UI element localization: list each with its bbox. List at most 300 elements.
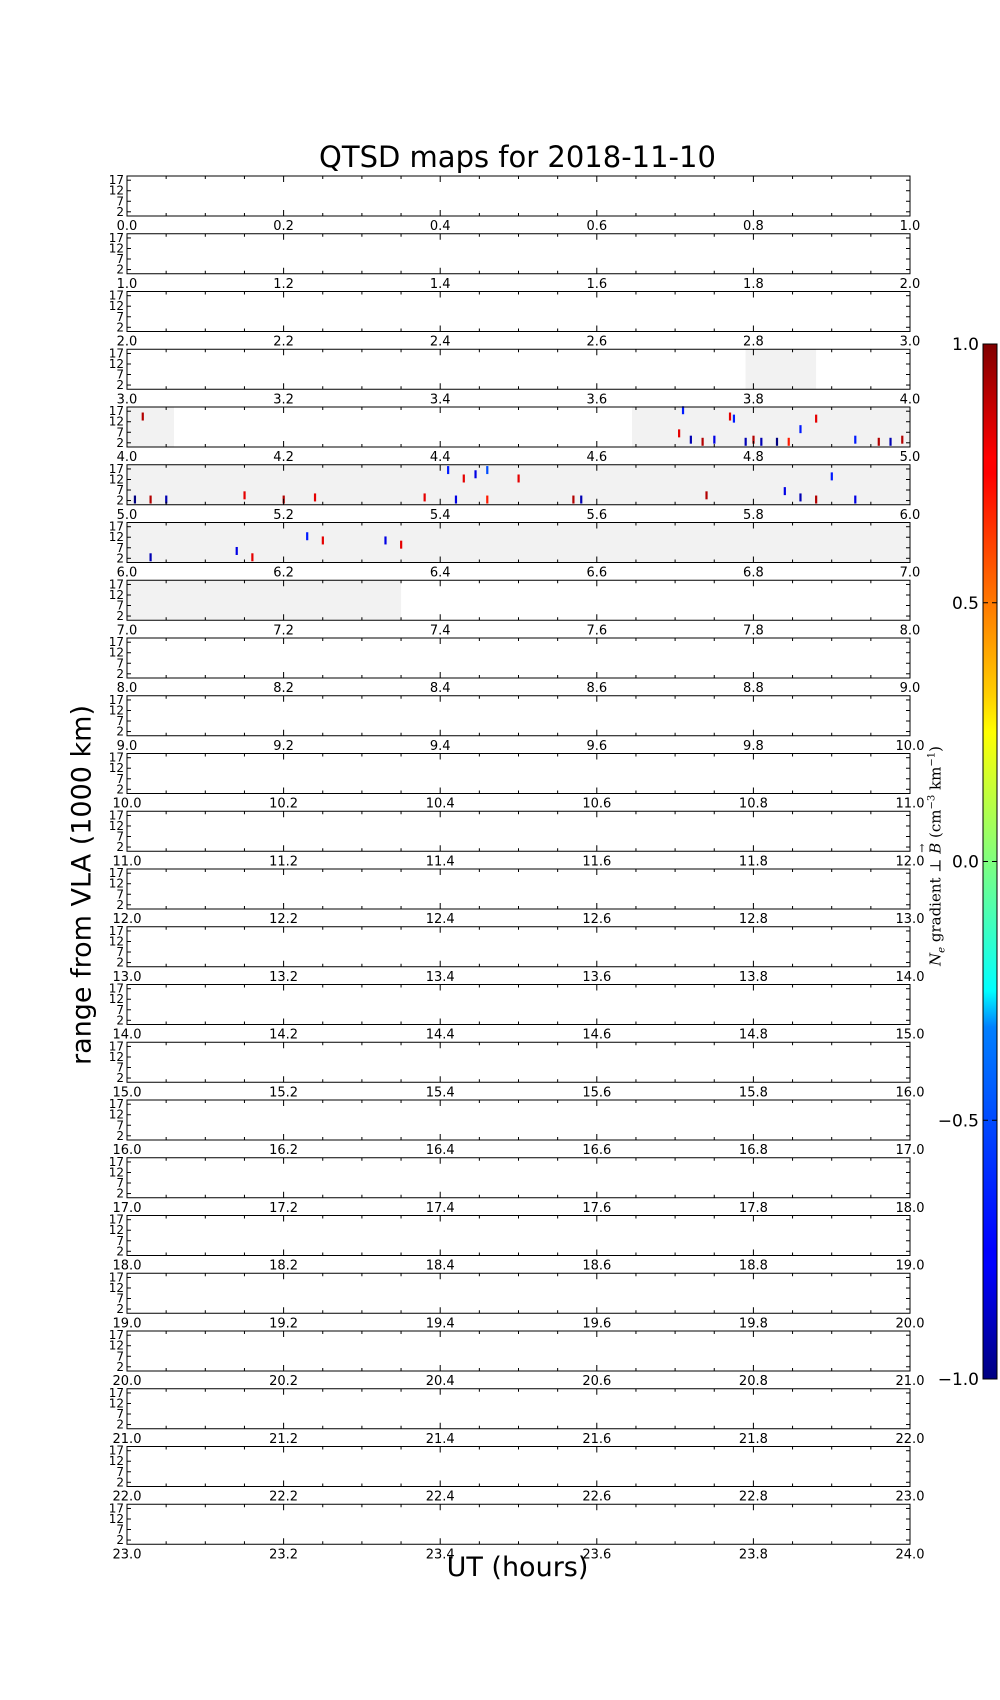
y-tick-label: 12	[108, 1049, 124, 1064]
x-tick-label: 13.6	[582, 969, 612, 985]
qtsd-feature	[729, 413, 731, 421]
x-tick-label: 18.8	[738, 1258, 768, 1274]
x-tick-label: 13.4	[425, 969, 455, 985]
y-tick-label: 12	[108, 1107, 124, 1122]
panel-hour-2	[109, 289, 921, 350]
panel-hour-15	[109, 1039, 925, 1100]
y-tick-label: 12	[108, 587, 124, 602]
panel-hour-6	[109, 520, 921, 581]
qtsd-feature	[447, 466, 449, 474]
panel-frame	[127, 696, 910, 736]
y-tick-label: 7	[116, 309, 124, 324]
x-tick-label: 3.6	[586, 392, 608, 408]
panel-hour-18	[109, 1213, 925, 1274]
x-tick-label: 2.6	[586, 334, 608, 350]
panel-frame	[127, 927, 910, 967]
panel-hour-21	[109, 1386, 925, 1447]
x-tick-label: 18.6	[582, 1258, 612, 1274]
y-tick-label: 2	[116, 1359, 124, 1374]
panel-frame	[127, 1158, 910, 1198]
qtsd-feature	[799, 493, 801, 501]
panel-frame	[127, 1042, 910, 1082]
y-tick-label: 2	[116, 1071, 124, 1086]
x-tick-label: 7.6	[586, 623, 608, 639]
y-tick-label: 17	[108, 288, 124, 303]
x-tick-label: 4.8	[743, 450, 764, 465]
qtsd-feature	[149, 553, 151, 561]
qtsd-feature	[678, 429, 680, 437]
x-tick-label: 10.8	[738, 796, 768, 812]
y-tick-label: 12	[108, 1454, 124, 1469]
x-tick-label: 13.0	[895, 912, 925, 927]
x-tick-label: 5.0	[116, 507, 138, 523]
y-tick-label: 7	[116, 1176, 124, 1191]
y-tick-label: 17	[108, 1154, 124, 1169]
y-tick-label: 2	[116, 1186, 124, 1201]
x-tick-label: 11.0	[895, 796, 925, 812]
qtsd-feature	[713, 436, 715, 444]
qtsd-feature	[572, 496, 574, 504]
panel-frame	[127, 1447, 910, 1487]
y-tick-label: 17	[108, 923, 124, 938]
qtsd-feature	[251, 553, 253, 561]
colorbar-tick-label: −0.5	[937, 1111, 979, 1132]
panel-frame	[127, 869, 910, 909]
y-axis-label: range from VLA (1000 km)	[66, 705, 98, 1065]
x-tick-label: 12.2	[269, 912, 299, 927]
y-tick-label: 17	[108, 1097, 124, 1112]
panel-hour-1	[109, 231, 921, 292]
x-tick-label: 2.8	[743, 334, 764, 350]
x-tick-label: 21.8	[738, 1431, 768, 1447]
panel-frame	[127, 1100, 910, 1140]
y-tick-label: 17	[108, 519, 124, 534]
y-tick-label: 2	[116, 551, 124, 566]
x-tick-label: 10.4	[425, 796, 455, 812]
y-tick-label: 12	[108, 1396, 124, 1411]
x-tick-label: 6.6	[586, 565, 608, 581]
x-tick-label: 6.8	[743, 565, 764, 581]
y-tick-label: 12	[108, 1338, 124, 1353]
qtsd-feature	[424, 493, 426, 501]
x-tick-label: 11.6	[582, 854, 612, 870]
x-tick-label: 22.2	[269, 1489, 299, 1505]
x-tick-label: 2.0	[899, 276, 921, 292]
y-tick-label: 7	[116, 194, 124, 209]
x-tick-label: 8.2	[273, 681, 294, 696]
qtsd-feature	[384, 536, 386, 544]
y-tick-label: 2	[116, 1013, 124, 1028]
y-tick-label: 7	[116, 483, 124, 498]
y-tick-label: 12	[108, 530, 124, 545]
x-tick-label: 10.0	[112, 796, 142, 812]
x-tick-label: 14.0	[895, 969, 925, 985]
panel-frame	[127, 1273, 910, 1313]
qtsd-feature	[486, 496, 488, 504]
x-tick-label: 23.0	[895, 1489, 925, 1505]
y-tick-label: 17	[108, 808, 124, 823]
qtsd-feature	[306, 532, 308, 540]
y-tick-label: 12	[108, 1511, 124, 1526]
y-tick-label: 12	[108, 299, 124, 314]
x-tick-label: 5.8	[743, 507, 764, 523]
coverage-region	[127, 523, 910, 563]
x-tick-label: 0.8	[743, 219, 764, 234]
y-tick-label: 2	[116, 782, 124, 797]
y-tick-label: 12	[108, 761, 124, 776]
qtsd-feature	[690, 436, 692, 444]
x-tick-label: 3.2	[273, 392, 294, 408]
panel-frame	[127, 811, 910, 851]
y-tick-label: 2	[116, 1302, 124, 1317]
y-tick-label: 7	[116, 1002, 124, 1017]
x-tick-label: 8.0	[899, 623, 921, 639]
y-tick-label: 7	[116, 1291, 124, 1306]
y-tick-label: 2	[116, 1244, 124, 1259]
x-tick-label: 0.4	[429, 219, 451, 234]
y-tick-label: 7	[116, 1233, 124, 1248]
coverage-region	[746, 349, 816, 389]
x-tick-label: 6.0	[116, 565, 138, 581]
x-tick-label: 8.6	[586, 681, 608, 696]
x-tick-label: 1.4	[429, 276, 451, 292]
panel-hour-10	[109, 751, 925, 812]
y-tick-label: 7	[116, 887, 124, 902]
y-tick-label: 2	[116, 724, 124, 739]
x-tick-label: 10.0	[895, 738, 925, 754]
qtsd-feature	[322, 536, 324, 544]
qtsd-feature	[149, 496, 151, 504]
qtsd-feature	[580, 496, 582, 504]
y-tick-label: 7	[116, 1407, 124, 1422]
x-tick-label: 5.2	[273, 507, 294, 523]
x-tick-label: 23.0	[112, 1547, 142, 1563]
x-tick-label: 5.0	[899, 450, 921, 465]
x-tick-label: 20.0	[895, 1316, 925, 1332]
x-tick-label: 15.4	[425, 1085, 455, 1101]
panel-hour-13	[109, 924, 925, 985]
x-tick-label: 3.0	[899, 334, 921, 350]
y-tick-label: 12	[108, 1165, 124, 1180]
x-tick-label: 14.2	[269, 1027, 299, 1043]
y-tick-label: 17	[108, 404, 124, 419]
x-tick-label: 4.2	[273, 450, 294, 465]
x-tick-label: 11.0	[112, 854, 142, 870]
qtsd-feature	[142, 413, 144, 421]
colorbar-tick-label: −1.0	[937, 1370, 979, 1390]
qtsd-feature	[134, 496, 136, 504]
x-tick-label: 1.6	[586, 276, 608, 292]
x-tick-label: 7.8	[743, 623, 764, 639]
qtsd-feature	[878, 438, 880, 446]
x-tick-label: 7.0	[899, 565, 921, 581]
x-tick-label: 8.4	[429, 681, 451, 696]
qtsd-feature	[784, 487, 786, 495]
y-tick-label: 2	[116, 435, 124, 450]
y-tick-label: 7	[116, 829, 124, 844]
y-tick-label: 7	[116, 598, 124, 613]
panel-frame	[127, 176, 910, 216]
x-tick-label: 7.2	[273, 623, 294, 639]
x-tick-label: 10.6	[582, 796, 612, 812]
qtsd-feature	[854, 436, 856, 444]
x-tick-label: 17.4	[425, 1200, 455, 1216]
x-tick-label: 0.2	[273, 219, 294, 234]
y-tick-label: 12	[108, 183, 124, 198]
y-tick-label: 2	[116, 493, 124, 508]
y-tick-label: 12	[108, 414, 124, 429]
y-tick-label: 2	[116, 378, 124, 393]
x-tick-label: 21.4	[425, 1431, 455, 1447]
x-tick-label: 9.0	[899, 681, 921, 696]
x-tick-label: 1.8	[743, 276, 764, 292]
x-tick-label: 19.0	[112, 1316, 142, 1332]
x-tick-label: 8.0	[116, 681, 138, 696]
panel-frame	[127, 1389, 910, 1429]
colorbar-tick-label: 0.5	[951, 593, 979, 614]
x-tick-label: 2.4	[429, 334, 451, 350]
x-tick-label: 19.4	[425, 1316, 455, 1332]
x-tick-label: 19.0	[895, 1258, 925, 1274]
panel-frame	[127, 1331, 910, 1371]
x-tick-label: 15.0	[895, 1027, 925, 1043]
panel-frame	[127, 234, 910, 274]
y-tick-label: 2	[116, 1417, 124, 1432]
y-tick-label: 12	[108, 241, 124, 256]
panel-hour-12	[109, 866, 925, 927]
x-tick-label: 12.6	[582, 912, 612, 927]
y-tick-label: 7	[116, 1118, 124, 1133]
x-tick-label: 15.2	[269, 1085, 299, 1101]
coverage-region	[127, 407, 174, 447]
y-tick-label: 2	[116, 955, 124, 970]
panel-hour-7	[109, 577, 921, 638]
x-tick-label: 14.4	[425, 1027, 455, 1043]
y-tick-label: 12	[108, 818, 124, 833]
y-tick-label: 7	[116, 945, 124, 960]
x-tick-label: 16.2	[269, 1143, 299, 1158]
x-tick-label: 15.6	[582, 1085, 612, 1101]
x-tick-label: 13.8	[738, 969, 768, 985]
x-tick-label: 22.0	[895, 1431, 925, 1447]
x-tick-label: 1.2	[273, 276, 294, 292]
x-tick-label: 20.4	[425, 1374, 455, 1389]
x-tick-label: 17.2	[269, 1200, 299, 1216]
panel-frame	[127, 1216, 910, 1256]
y-tick-label: 12	[108, 645, 124, 660]
qtsd-feature	[705, 491, 707, 499]
x-tick-label: 5.4	[429, 507, 451, 523]
x-tick-label: 9.6	[586, 738, 608, 754]
coverage-region	[632, 407, 910, 447]
x-tick-label: 7.0	[116, 623, 138, 639]
colorbar-tick-label: 0.0	[951, 852, 979, 873]
x-tick-label: 11.8	[738, 854, 768, 870]
qtsd-feature	[760, 438, 762, 446]
qtsd-feature	[733, 415, 735, 423]
y-tick-label: 7	[116, 425, 124, 440]
x-tick-label: 3.8	[743, 392, 764, 408]
x-tick-label: 22.0	[112, 1489, 142, 1505]
x-tick-label: 1.0	[116, 276, 138, 292]
x-tick-label: 12.0	[112, 912, 142, 927]
qtsd-feature	[400, 541, 402, 549]
qtsd-feature	[854, 496, 856, 504]
y-tick-label: 17	[108, 1039, 124, 1054]
x-tick-label: 14.0	[112, 1027, 142, 1043]
y-tick-label: 17	[108, 750, 124, 765]
panel-hour-14	[109, 982, 925, 1043]
y-tick-label: 17	[108, 1501, 124, 1516]
y-tick-label: 17	[108, 346, 124, 361]
panel-hour-22	[109, 1444, 925, 1505]
qtsd-feature	[831, 472, 833, 480]
panel-hour-16	[109, 1097, 925, 1158]
qtsd-feature	[314, 493, 316, 501]
coverage-region	[127, 580, 401, 620]
y-tick-label: 7	[116, 1464, 124, 1479]
x-tick-label: 16.8	[738, 1143, 768, 1158]
x-tick-label: 18.0	[112, 1258, 142, 1274]
x-tick-label: 3.0	[116, 392, 138, 408]
x-tick-label: 12.4	[425, 912, 455, 927]
x-tick-label: 17.6	[582, 1200, 612, 1216]
x-tick-label: 6.4	[429, 565, 451, 581]
y-tick-label: 7	[116, 656, 124, 671]
panel-frame	[127, 1504, 910, 1544]
y-tick-label: 17	[108, 577, 124, 592]
x-tick-label: 15.8	[738, 1085, 768, 1101]
x-tick-label: 0.6	[586, 219, 608, 234]
y-tick-label: 7	[116, 540, 124, 555]
panel-frame	[127, 638, 910, 678]
y-tick-label: 17	[108, 635, 124, 650]
x-tick-label: 9.2	[273, 738, 294, 754]
x-tick-label: 23.8	[738, 1547, 768, 1563]
y-tick-label: 17	[108, 461, 124, 476]
x-tick-label: 12.8	[738, 912, 768, 927]
panel-hour-17	[109, 1155, 925, 1216]
x-tick-label: 22.6	[582, 1489, 612, 1505]
qtsd-feature	[776, 438, 778, 446]
x-tick-label: 24.0	[895, 1547, 925, 1563]
x-tick-label: 11.2	[269, 854, 299, 870]
panel-hour-11	[109, 808, 925, 869]
y-tick-label: 17	[108, 230, 124, 245]
x-tick-label: 18.2	[269, 1258, 299, 1274]
colorbar-label: $N_e$ gradient ⊥ B → ($cm^{-3}$ $km^{-1}$)	[915, 746, 948, 966]
x-tick-label: 4.6	[586, 450, 608, 465]
x-tick-label: 18.4	[425, 1258, 455, 1274]
y-tick-label: 17	[108, 1270, 124, 1285]
qtsd-feature	[788, 438, 790, 446]
qtsd-feature	[236, 547, 238, 555]
y-tick-label: 2	[116, 840, 124, 855]
panel-frame	[127, 292, 910, 332]
panel-frame	[127, 754, 910, 794]
panel-hour-9	[109, 693, 925, 754]
qtsd-feature	[799, 425, 801, 433]
x-tick-label: 4.0	[899, 392, 921, 408]
y-tick-label: 17	[108, 173, 124, 188]
y-tick-label: 2	[116, 1533, 124, 1548]
x-tick-label: 13.2	[269, 969, 299, 985]
qtsd-feature	[815, 415, 817, 423]
x-tick-label: 9.4	[429, 738, 451, 754]
qtsd-feature	[455, 496, 457, 504]
x-tick-label: 12.0	[895, 854, 925, 870]
x-tick-label: 11.4	[425, 854, 455, 870]
x-tick-label: 19.8	[738, 1316, 768, 1332]
y-tick-label: 12	[108, 472, 124, 487]
x-tick-label: 5.6	[586, 507, 608, 523]
x-tick-label: 17.0	[112, 1200, 142, 1216]
x-tick-label: 9.8	[743, 738, 764, 754]
x-tick-label: 6.0	[899, 507, 921, 523]
panel-hour-3	[109, 346, 921, 407]
qtsd-feature	[486, 466, 488, 474]
x-tick-label: 16.4	[425, 1143, 455, 1158]
y-tick-label: 12	[108, 934, 124, 949]
x-tick-label: 1.0	[899, 219, 921, 234]
x-tick-label: 16.0	[112, 1143, 142, 1158]
x-tick-label: 8.8	[743, 681, 764, 696]
x-tick-label: 10.2	[269, 796, 299, 812]
qtsd-feature	[815, 496, 817, 504]
x-tick-label: 22.8	[738, 1489, 768, 1505]
y-tick-label: 7	[116, 771, 124, 786]
x-tick-label: 21.2	[269, 1431, 299, 1447]
y-tick-label: 7	[116, 1060, 124, 1075]
x-tick-label: 4.4	[429, 450, 451, 465]
y-tick-label: 2	[116, 1475, 124, 1490]
y-tick-label: 7	[116, 714, 124, 729]
x-tick-label: 21.6	[582, 1431, 612, 1447]
y-tick-label: 17	[108, 981, 124, 996]
x-tick-label: 6.2	[273, 565, 294, 581]
y-tick-label: 12	[108, 703, 124, 718]
x-tick-label: 15.0	[112, 1085, 142, 1101]
x-tick-label: 21.0	[895, 1374, 925, 1389]
y-tick-label: 2	[116, 1128, 124, 1143]
y-tick-label: 7	[116, 1522, 124, 1537]
x-tick-label: 3.4	[429, 392, 451, 408]
x-tick-label: 9.0	[116, 738, 138, 754]
qtsd-feature	[518, 474, 520, 482]
y-tick-label: 12	[108, 1280, 124, 1295]
y-tick-label: 7	[116, 252, 124, 267]
x-tick-label: 20.2	[269, 1374, 299, 1389]
panel-hour-0	[109, 173, 921, 234]
x-tick-label: 0.0	[116, 219, 138, 234]
y-tick-label: 12	[108, 992, 124, 1007]
qtsd-feature	[901, 436, 903, 444]
panel-hour-19	[109, 1270, 925, 1331]
x-axis-label: UT (hours)	[446, 1552, 589, 1583]
x-tick-label: 2.0	[116, 334, 138, 350]
y-tick-label: 17	[108, 692, 124, 707]
y-tick-label: 2	[116, 897, 124, 912]
y-tick-label: 17	[108, 1328, 124, 1343]
y-tick-label: 17	[108, 866, 124, 881]
qtsd-feature	[889, 438, 891, 446]
x-tick-label: 14.8	[738, 1027, 768, 1043]
x-tick-label: 16.6	[582, 1143, 612, 1158]
panel-hour-5	[109, 462, 921, 523]
x-tick-label: 21.0	[112, 1431, 142, 1447]
qtsd-feature	[745, 438, 747, 446]
y-tick-label: 2	[116, 609, 124, 624]
